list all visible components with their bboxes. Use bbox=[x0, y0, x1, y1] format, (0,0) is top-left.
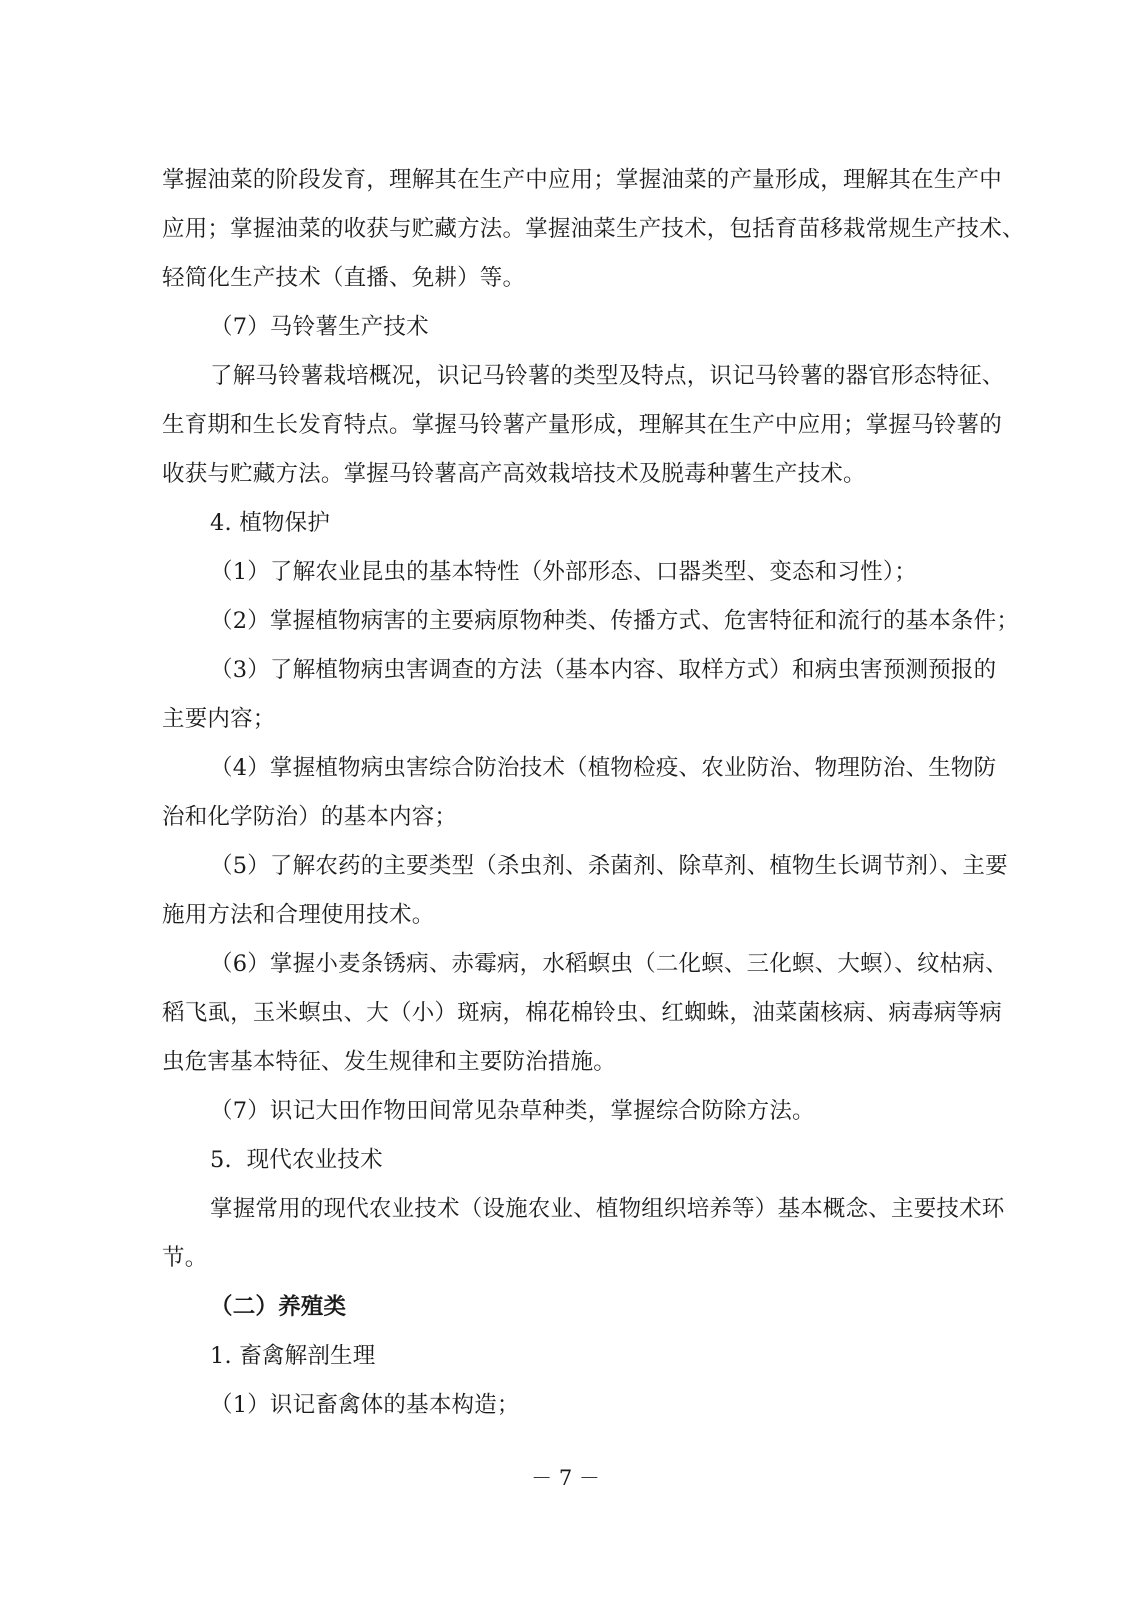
list-item-3: （3）了解植物病虫害调查的方法（基本内容、取样方式）和病虫害预测预报的 bbox=[210, 657, 997, 683]
list-item-1: （1）了解农业昆虫的基本特性（外部形态、口器类型、变态和习性）； bbox=[210, 559, 917, 585]
list-item-4: （4）掌握植物病虫害综合防治技术（植物检疫、农业防治、物理防治、生物防 bbox=[210, 755, 997, 781]
section-heading-anatomy: 1. 畜禽解剖生理 bbox=[210, 1343, 376, 1369]
section-heading-breeding: （二）养殖类 bbox=[210, 1294, 347, 1320]
list-item-2: （2）掌握植物病害的主要病原物种类、传播方式、危害特征和流行的基本条件； bbox=[210, 608, 1020, 634]
text-line-3: 轻简化生产技术（直播、免耕）等。 bbox=[162, 265, 526, 291]
list-item-anatomy-1: （1）识记畜禽体的基本构造； bbox=[210, 1392, 520, 1418]
text-line-2: 应用；掌握油菜的收获与贮藏方法。掌握油菜生产技术，包括育苗移栽常规生产技术、 bbox=[162, 216, 1025, 242]
text-line-22: 掌握常用的现代农业技术（设施农业、植物组织培养等）基本概念、主要技术环 bbox=[210, 1196, 1005, 1222]
section-heading-plant-protection: 4. 植物保护 bbox=[210, 510, 331, 536]
text-line-6: 生育期和生长发育特点。掌握马铃薯产量形成，理解其在生产中应用；掌握马铃薯的 bbox=[162, 412, 1002, 438]
list-item-6-cont-2: 虫危害基本特征、发生规律和主要防治措施。 bbox=[162, 1049, 617, 1075]
text-line-23: 节。 bbox=[162, 1245, 208, 1271]
text-line-7: 收获与贮藏方法。掌握马铃薯高产高效栽培技术及脱毒种薯生产技术。 bbox=[162, 461, 866, 487]
list-item-6: （6）掌握小麦条锈病、赤霉病，水稻螟虫（二化螟、三化螟、大螟）、纹枯病、 bbox=[210, 951, 1008, 977]
section-heading-potato: （7）马铃薯生产技术 bbox=[210, 314, 429, 340]
list-item-4-cont: 治和化学防治）的基本内容； bbox=[162, 804, 458, 830]
text-line-1: 掌握油菜的阶段发育，理解其在生产中应用；掌握油菜的产量形成，理解其在生产中 bbox=[162, 167, 1002, 193]
list-item-5: （5）了解农药的主要类型（杀虫剂、杀菌剂、除草剂、植物生长调节剂）、主要 bbox=[210, 853, 1008, 879]
list-item-7: （7）识记大田作物田间常见杂草种类，掌握综合防除方法。 bbox=[210, 1098, 815, 1124]
section-heading-modern-agriculture: 5. 现代农业技术 bbox=[210, 1147, 383, 1173]
list-item-5-cont: 施用方法和合理使用技术。 bbox=[162, 902, 435, 928]
page-number: － 7 － bbox=[531, 1466, 600, 1490]
list-item-6-cont-1: 稻飞虱，玉米螟虫、大（小）斑病，棉花棉铃虫、红蜘蛛，油菜菌核病、病毒病等病 bbox=[162, 1000, 1002, 1026]
text-line-5: 了解马铃薯栽培概况，识记马铃薯的类型及特点，识记马铃薯的器官形态特征、 bbox=[210, 363, 1005, 389]
list-item-3-cont: 主要内容； bbox=[162, 706, 276, 732]
